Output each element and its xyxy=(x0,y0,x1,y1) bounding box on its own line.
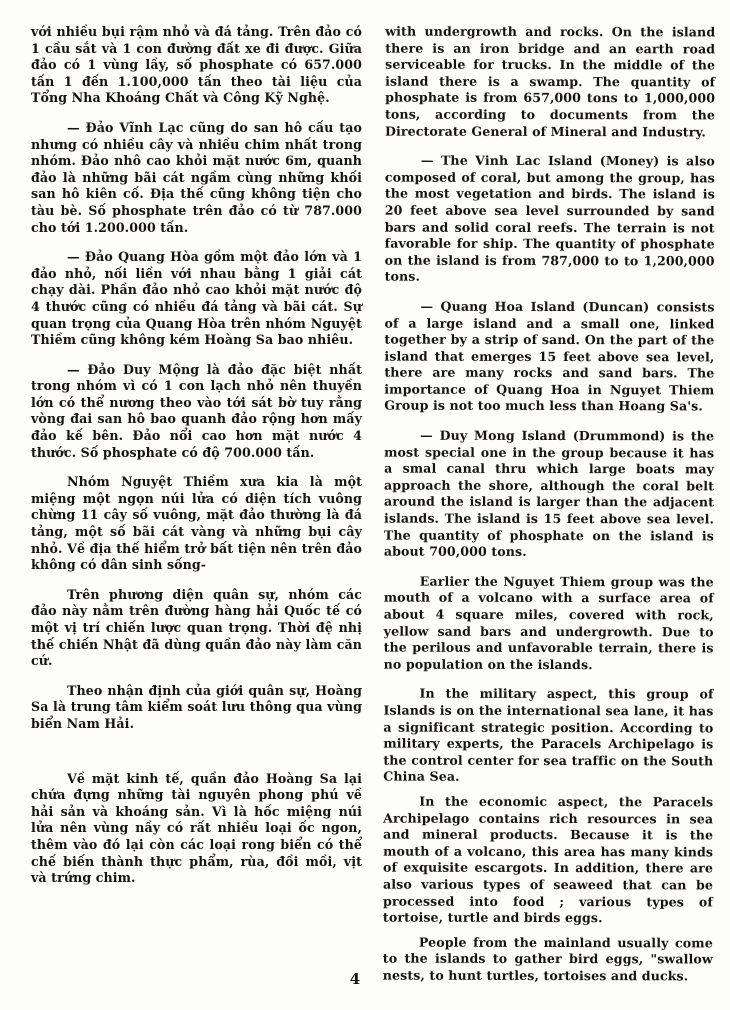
left-column-vietnamese xyxy=(31,24,362,900)
right-paragraph-2: — The Vinh Lac Island (Money) is also composed of coral, but among the group, has the most vegetation and birds. The island is 20 feet above sea level surrounded by sand bars and solid coral reefs. The terrain is not favorable for ship. The quantity of phosphate on the island is from 787,000 to to 1,200,000 tons. xyxy=(384,152,715,284)
left-paragraph-3: — Đảo Quang Hòa gồm một đảo lớn và 1 đảo nhỏ, nối liền với nhau bằng 1 giải cát chạy dài. Phần đảo nhỏ cao khỏi mặt nước độ 4 thước cũng có nhiều đá tảng và bãi cát. Sự quan trọng của Quang Hòa trên nhóm Nguyệt Thiềm cũng không kém Hoàng Sa bao nhiêu. xyxy=(31,249,362,348)
left-paragraph-2: — Đảo Vĩnh Lạc cũng do san hô cấu tạo nhưng có nhiều cây và nhiều chim nhất trong nhóm. Đảo nhô cao khỏi mặt nước 6m, quanh đảo là những bãi cát ngầm cùng những khối san hô kiên cố. Địa thế cũng không tiện cho tàu bè. Số phosphate trên đảo có từ 787.000 cho tới 1.200.000 tấn. xyxy=(31,119,362,235)
right-paragraph-6: In the military aspect, this group of Islands is on the international sea lane, it has a significant strategic position. According to military experts, the Paracels Archipelago is the control center for sea traffic on the South China Sea. xyxy=(383,686,714,785)
left-paragraph-1: với nhiều bụi rậm nhỏ và đá tảng. Trên đảo có 1 cầu sắt và 1 con đường đất xe đi được. Giữa đảo có 1 vùng lầy, số phosphate có 657.000 tấn 1 đến 1.100,000 tấn theo tài liệu của Tổng Nha Khoáng Chất và Công Kỹ Nghệ. xyxy=(31,24,362,106)
left-paragraph-4: — Đảo Duy Mộng là đảo đặc biệt nhất trong nhóm vì có 1 con lạch nhỏ nên thuyền lớn có thể nương theo vào tới sát bờ tuy rằng vòng đai san hô bao quanh đảo rộng hơn mấy đảo kế bên. Đảo nổi cao hơn mặt nước 4 thước. Số phosphate có độ 700.000 tấn. xyxy=(31,361,362,460)
left-paragraph-8: Về mặt kinh tế, quần đảo Hoàng Sa lại chứa đựng những tài nguyên phong phú về hải sản và khoáng sản. Vì là hốc miệng núi lửa nên vùng nầy có rất nhiều loại ốc ngon, thêm vào đó lại còn các loại rong biển có thể chế biến thành thực phẩm, rùa, đồi mồi, vịt và trứng chim. xyxy=(31,770,362,886)
right-paragraph-8: People from the mainland usually come to the islands to gather bird eggs, "swallow nests, to hunt turtles, tortoises and ducks. xyxy=(382,934,713,984)
page-number: 4 xyxy=(349,970,361,988)
left-paragraph-5: Nhóm Nguyệt Thiềm xưa kia là một miệng một ngọn núi lửa có diện tích vuông chừng 11 cây số vuông, mặt đảo thường là đá tảng, một số bãi cát vàng và những bụi cây nhỏ. Về địa thế hiểm trở bất tiện nên trên đảo không có dân sinh sống- xyxy=(31,474,362,573)
right-paragraph-1: with undergrowth and rocks. On the island there is an iron bridge and an earth road serviceable for trucks. In the middle of the island there is a swamp. The quantity of phosphate is from 657,000 tons to 1,000,000 tons, according to documents from the Directorate General of Mineral and Industry. xyxy=(384,23,716,139)
right-paragraph-5: Earlier the Nguyet Thiem group was the mouth of a volcano with a surface area of about 4 square miles, covered with rock, yellow sand bars and undergrowth. Due to the perilous and unfavorable terrain, there is no population on the islands. xyxy=(383,573,714,672)
left-paragraph-6: Trên phương diện quân sự, nhóm các đảo này nằm trên đường hàng hải Quốc tế có một vị trí chiến lược quan trọng. Thời đệ nhị thế chiến Nhật đã dùng quần đảo này làm căn cứ. xyxy=(31,586,362,669)
right-paragraph-3: — Quang Hoa Island (Duncan) consists of a large island and a small one, linked together by a strip of sand. On the part of the island that emerges 15 feet above sea level, there are many rocks and sand bars. The importance of Quang Hoa in Nguyet Thiem Group is not too much less than Hoang Sa's. xyxy=(384,298,715,414)
right-paragraph-7: In the economic aspect, the Paracels Archipelago contains rich resources in sea and mineral products. Because it is the mouth of a volcano, this area has many kinds of exquisite escargots. In addition, there are also various types of seaweed that can be processed into food ; various types of tortoise, turtle and birds eggs. xyxy=(382,793,714,926)
left-paragraph-7: Theo nhận định của giới quân sự, Hoàng Sa là trung tâm kiểm soát lưu thông qua vùng biển Nam Hải. xyxy=(31,682,362,731)
right-paragraph-4: — Duy Mong Island (Drummond) is the most special one in the group because it has a smal canal thru which large boats may approach the shore, although the coral belt around the island is larger than the adjacent islands. The island is 15 feet above sea level. The quantity of phosphate on the island is about 700,000 tons. xyxy=(383,427,715,560)
right-column-english xyxy=(383,24,716,993)
